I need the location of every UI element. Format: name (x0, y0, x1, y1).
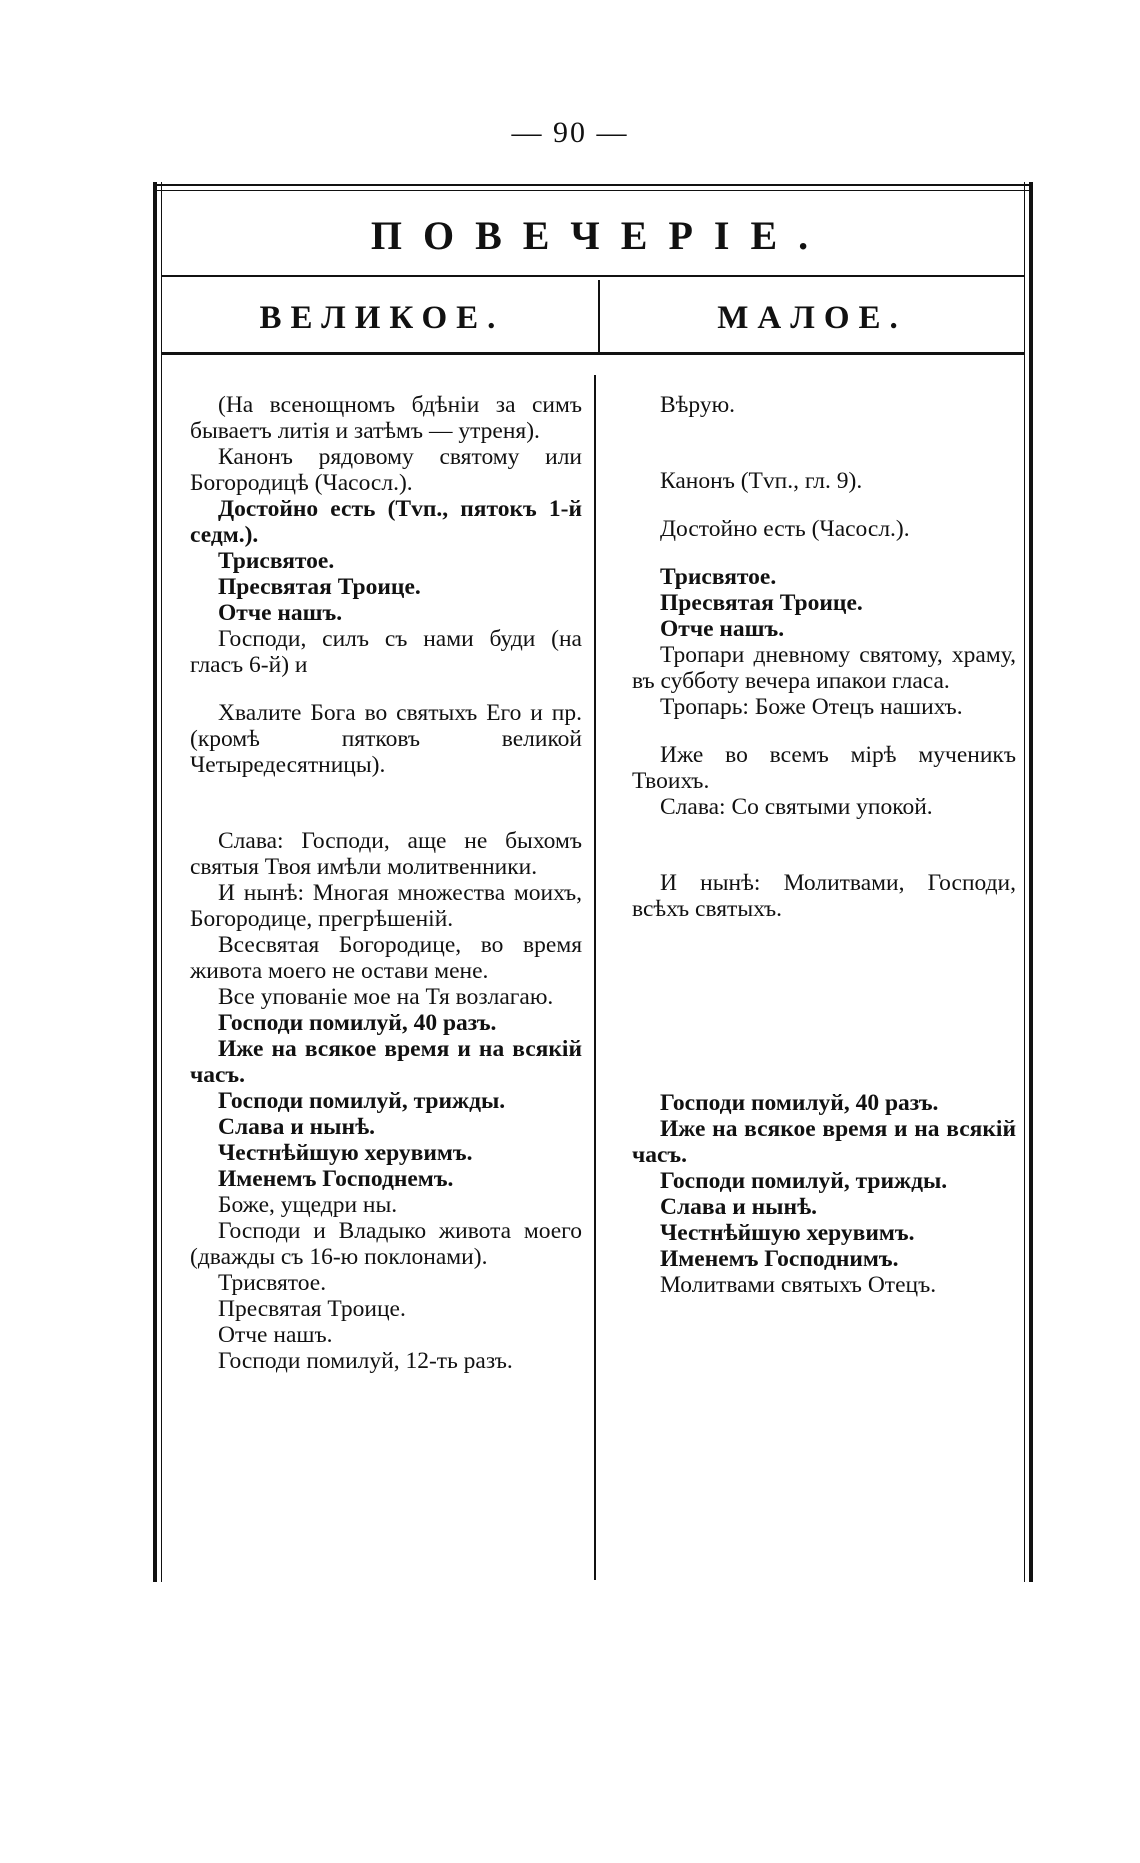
list-item: И нынѣ: Молитвами, Господи, всѣхъ святыхъ. (632, 870, 1016, 922)
list-item: Иже на всякое время и на всякій часъ. (632, 1116, 1016, 1168)
list-item: Слава и нынѣ. (218, 1114, 376, 1140)
list-item: Господи и Владыко живота моего (дважды съ 16-ю поклонами). (190, 1218, 582, 1270)
list-item: Пресвятая Троице. (218, 1296, 406, 1322)
list-item: (На всенощномъ бдѣніи за симъ бываетъ литія и затѣмъ — утреня). (190, 392, 582, 444)
list-item: Честнѣйшую херувимъ. (660, 1220, 915, 1246)
list-item: Боже, ущедри ны. (218, 1192, 398, 1218)
list-item: Всесвятая Богородице, во время живота моего не остави мене. (190, 932, 582, 984)
frame-right-outer (1029, 182, 1033, 1582)
list-item: Иже на всякое время и на всякій часъ. (190, 1036, 582, 1088)
page-number: — 90 — (511, 116, 629, 149)
frame-top-rule (157, 184, 1029, 186)
frame-top-rule-2 (157, 190, 1029, 191)
list-item: Канонъ (Тvп., гл. 9). (660, 468, 863, 494)
list-item: Иже во всемъ мірѣ мученикъ Твоихъ. (632, 742, 1016, 794)
list-item: Отче нашъ. (218, 1322, 333, 1348)
list-item: Господи помилуй, трижды. (660, 1168, 948, 1194)
list-item: Канонъ рядовому святому или Богородицѣ (Часосл.). (190, 444, 582, 496)
list-item: Отче нашъ. (660, 616, 785, 642)
list-item: Господи, силъ съ нами буди (на гласъ 6-й) и (190, 626, 582, 678)
list-item: Все упованіе мое на Тя возлагаю. (218, 984, 554, 1010)
heading-bottom-rule (162, 352, 1024, 355)
frame-left-inner (161, 182, 162, 1582)
list-item: Господи помилуй, трижды. (218, 1088, 506, 1114)
list-item: Господи помилуй, 40 разъ. (218, 1010, 497, 1036)
list-item: Достойно есть (Тvп., пятокъ 1-й седм.). (190, 496, 582, 548)
list-item: И нынѣ: Многая множества моихъ, Богородице, прегрѣшеній. (190, 880, 582, 932)
list-item: Слава и нынѣ. (660, 1194, 818, 1220)
column-small (632, 392, 1016, 1298)
column-great (190, 392, 582, 1374)
list-item: Достойно есть (Часосл.). (660, 516, 910, 542)
list-item: Тропари дневному святому, храму, въ субботу вечера ипакои гласа. (632, 642, 1016, 694)
list-item: Господи помилуй, 40 разъ. (660, 1090, 939, 1116)
list-item: Слава: Господи, аще не быхомъ святыя Твоя имѣли молитвенники. (190, 828, 582, 880)
page-title: ПОВЕЧЕРІЕ. (370, 213, 830, 258)
list-item: Вѣрую. (660, 392, 736, 418)
frame-left-outer (153, 182, 157, 1582)
list-item: Именемъ Господнимъ. (660, 1246, 899, 1272)
list-item: Слава: Со святыми упокой. (660, 794, 933, 820)
list-item: Господи помилуй, 12-ть разъ. (218, 1348, 513, 1374)
heading-great: ВЕЛИКОЕ. (259, 300, 505, 336)
column-divider (594, 375, 596, 1580)
list-item: Трисвятое. (218, 1270, 327, 1296)
list-item: Хвалите Бога во святыхъ Его и пр. (кромѣ пятковъ великой Четыредесятницы). (190, 700, 582, 778)
list-item: Молитвами святыхъ Отецъ. (660, 1272, 937, 1298)
list-item: Отче нашъ. (218, 600, 343, 626)
list-item: Пресвятая Троице. (218, 574, 421, 600)
heading-small: МАЛОЕ. (717, 300, 907, 336)
list-item: Трисвятое. (660, 564, 777, 590)
list-item: Именемъ Господнемъ. (218, 1166, 454, 1192)
list-item: Тропарь: Боже Отецъ нашихъ. (660, 694, 963, 720)
list-item: Честнѣйшую херувимъ. (218, 1140, 473, 1166)
list-item: Трисвятое. (218, 548, 335, 574)
frame-right-inner (1024, 182, 1025, 1582)
title-bottom-rule (162, 275, 1024, 277)
list-item: Пресвятая Троице. (660, 590, 863, 616)
